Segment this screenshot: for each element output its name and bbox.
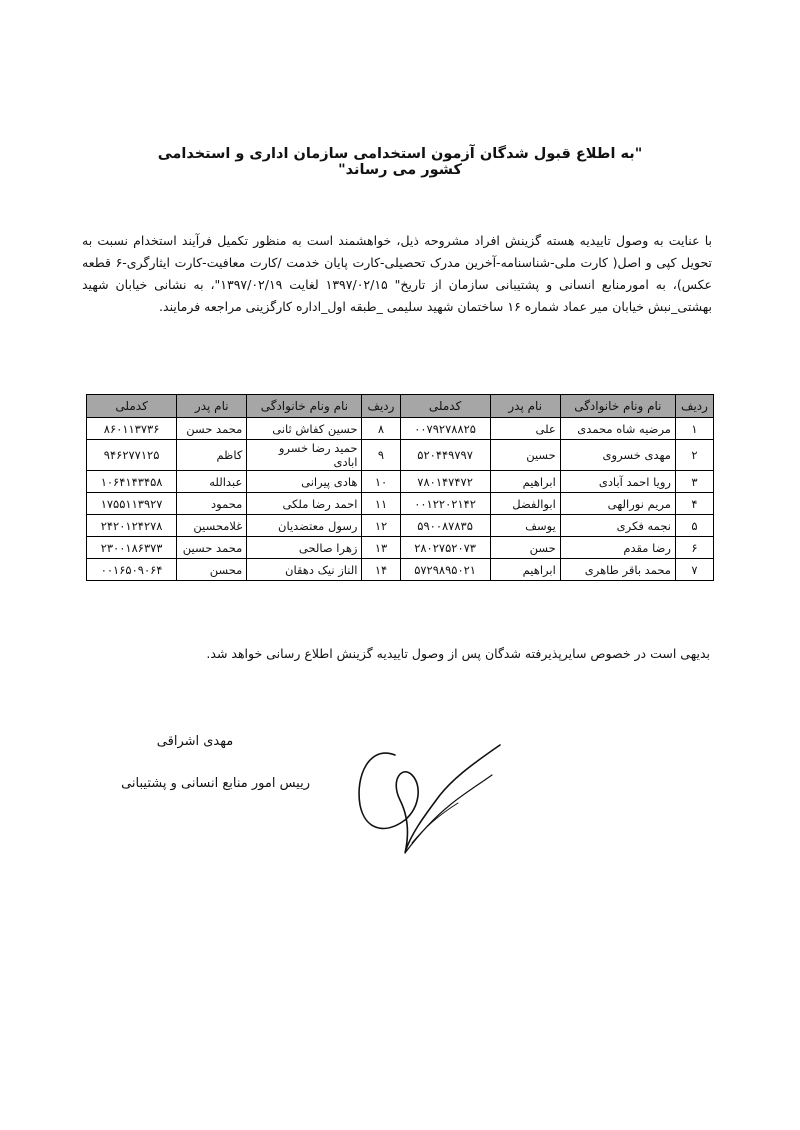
full-name-cell: رضا مقدم xyxy=(560,537,675,559)
table-row xyxy=(87,440,714,471)
father-name-cell: کاظم xyxy=(177,440,247,471)
father-name-cell: محمود xyxy=(177,493,247,515)
full-name-cell: هادی پیرانی xyxy=(247,471,362,493)
row-number-cell: ۴ xyxy=(675,493,713,515)
header-row-number: ردیف xyxy=(675,395,713,418)
father-name-cell: علی xyxy=(490,418,560,440)
row-number-cell: ۱۱ xyxy=(362,493,400,515)
father-name-cell: ابراهیم xyxy=(490,559,560,581)
full-name-cell: مهدی خسروی xyxy=(560,440,675,471)
national-code-cell: ۰۰۱۲۲۰۲۱۴۲ xyxy=(400,493,490,515)
full-name-cell: زهرا صالحی xyxy=(247,537,362,559)
header-full-name-2: نام ونام خانوادگی xyxy=(247,395,362,418)
row-number-cell: ۵ xyxy=(675,515,713,537)
father-name-cell: محسن xyxy=(177,559,247,581)
full-name-cell: رویا احمد آبادی xyxy=(560,471,675,493)
table-row xyxy=(87,418,714,440)
father-name-cell: حسن xyxy=(490,537,560,559)
table-row xyxy=(87,493,714,515)
table-header-row xyxy=(87,395,714,418)
signer-title: رییس امور منابع انسانی و پشتیبانی xyxy=(121,776,310,791)
row-number-cell: ۲ xyxy=(675,440,713,471)
header-row-number-2: ردیف xyxy=(362,395,400,418)
row-number-cell: ۹ xyxy=(362,440,400,471)
full-name-cell: محمد باقر طاهری xyxy=(560,559,675,581)
full-name-cell: رسول معتضدیان xyxy=(247,515,362,537)
national-code-cell: ۲۴۲۰۱۲۴۲۷۸ xyxy=(87,515,177,537)
table-row xyxy=(87,471,714,493)
full-name-cell: مریم نورالهی xyxy=(560,493,675,515)
national-code-cell: ۵۲۰۴۴۹۷۹۷ xyxy=(400,440,490,471)
table-row xyxy=(87,537,714,559)
announcement-body: با عنایت به وصول تاییدیه هسته گزینش افراد مشروحه ذیل، خواهشمند است به منظور تکمیل فرآیند استخدام نسبت به تحویل کپی و اصل( کارت ملی-شناسنامه-آخرین مدرک تحصیلی-کارت پایان خدمت /کارت معافیت-کارت ایثارگری-۶ قطعه عکس)، به امورمنابع انسانی و پشتیبانی سازمان از تاریخ" ۱۳۹۷/۰۲/۱۵ لغایت ۱۳۹۷/۰۲/۱۹"، به نشانی خیابان شهید بهشتی_نبش خیابان میر عماد شماره ۱۶ ساختمان شهید سلیمی _طبقه اول_اداره کارگزینی مراجعه فرمایند. xyxy=(82,233,713,314)
handwritten-signature xyxy=(350,725,510,860)
table-row xyxy=(87,559,714,581)
table-body xyxy=(87,418,714,581)
row-number-cell: ۷ xyxy=(675,559,713,581)
national-code-cell: ۱۰۶۴۱۴۳۴۵۸ xyxy=(87,471,177,493)
national-code-cell: ۰۰۱۶۵۰۹۰۶۴ xyxy=(87,559,177,581)
row-number-cell: ۱۲ xyxy=(362,515,400,537)
father-name-cell: ابوالفضل xyxy=(490,493,560,515)
father-name-cell: ابراهیم xyxy=(490,471,560,493)
father-name-cell: غلامحسین xyxy=(177,515,247,537)
full-name-cell: مرضیه شاه محمدی xyxy=(560,418,675,440)
father-name-cell: یوسف xyxy=(490,515,560,537)
national-code-cell: ۲۳۰۰۱۸۶۳۷۳ xyxy=(87,537,177,559)
closing-note: بدیهی است در خصوص سایرپذیرفته شدگان پس از وصول تاییدیه گزینش اطلاع رسانی خواهد شد. xyxy=(206,646,710,661)
father-name-cell: حسین xyxy=(490,440,560,471)
national-code-cell: ۸۶۰۱۱۳۷۳۶ xyxy=(87,418,177,440)
national-code-cell: ۷۸۰۱۴۷۴۷۲ xyxy=(400,471,490,493)
header-national-code: کدملی xyxy=(400,395,490,418)
accepted-candidates-table xyxy=(86,394,714,581)
row-number-cell: ۱۴ xyxy=(362,559,400,581)
row-number-cell: ۶ xyxy=(675,537,713,559)
header-father-name-2: نام پدر xyxy=(177,395,247,418)
header-full-name: نام ونام خانوادگی xyxy=(560,395,675,418)
full-name-cell: حسین کفاش ثانی xyxy=(247,418,362,440)
full-name-cell: الناز نیک دهقان xyxy=(247,559,362,581)
row-number-cell: ۱۳ xyxy=(362,537,400,559)
row-number-cell: ۸ xyxy=(362,418,400,440)
national-code-cell: ۵۷۲۹۸۹۵۰۲۱ xyxy=(400,559,490,581)
row-number-cell: ۱۰ xyxy=(362,471,400,493)
announcement-title: "به اطلاع قبول شدگان آزمون استخدامی سازمان اداری و استخدامی کشور می رساند" xyxy=(157,146,643,178)
header-father-name: نام پدر xyxy=(490,395,560,418)
national-code-cell: ۲۸۰۲۷۵۲۰۷۳ xyxy=(400,537,490,559)
national-code-cell: ۵۹۰۰۸۷۸۳۵ xyxy=(400,515,490,537)
full-name-cell: احمد رضا ملکی xyxy=(247,493,362,515)
table-row xyxy=(87,515,714,537)
signer-name: مهدی اشراقی xyxy=(156,734,234,749)
national-code-cell: ۰۰۷۹۲۷۸۸۲۵ xyxy=(400,418,490,440)
father-name-cell: عبدالله xyxy=(177,471,247,493)
national-code-cell: ۹۴۶۲۷۷۱۲۵ xyxy=(87,440,177,471)
national-code-cell: ۱۷۵۵۱۱۳۹۲۷ xyxy=(87,493,177,515)
father-name-cell: محمد حسن xyxy=(177,418,247,440)
full-name-cell: نجمه فکری xyxy=(560,515,675,537)
full-name-cell: حمید رضا خسرو ابادی xyxy=(247,440,362,471)
header-national-code-2: کدملی xyxy=(87,395,177,418)
row-number-cell: ۳ xyxy=(675,471,713,493)
father-name-cell: محمد حسین xyxy=(177,537,247,559)
row-number-cell: ۱ xyxy=(675,418,713,440)
